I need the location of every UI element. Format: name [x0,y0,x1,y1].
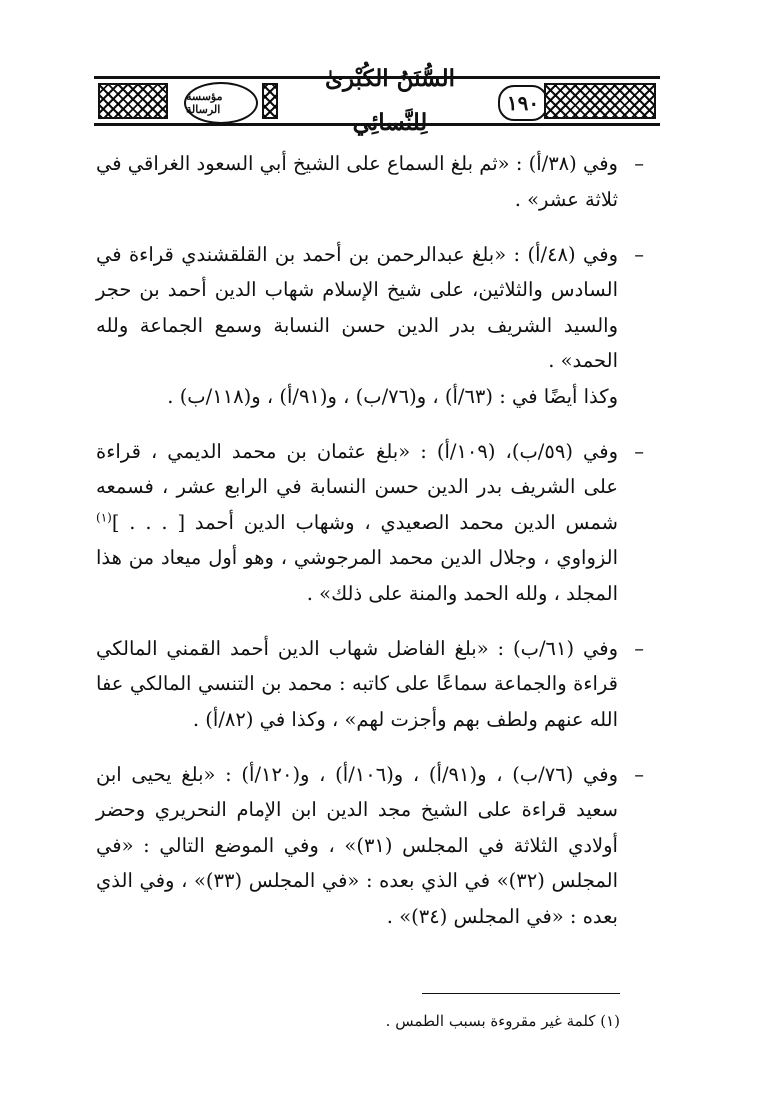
entry-extra-text: وكذا أيضًا في : (٦٣/أ) ، و(٧٦/ب) ، و(٩١/أ) ، و(١١٨/ب) . [167,384,618,408]
entry-4 [96,631,644,738]
page-number: ١٩٠ [498,85,548,121]
entry-text-part-1: وفي (٥٩/ب)، (١٠٩/أ) : «بلغ عثمان بن محمد الديمي ، قراءة على الشريف بدر الدين حسن النسابة في الرابع عشر ، فسمعه شمس الدين محمد الصعيدي ، وشهاب الدين أحمد [ . . . ] [96,439,618,534]
entry-3 [96,434,644,612]
entry-dash: – [634,242,644,266]
entry-dash: – [634,152,644,175]
entry-text-part-2: الزواوي ، وجلال الدين محمد المرجوشي ، وهو أول ميعاد من هذا المجلد ، ولله الحمد والمنة على ذلك» . [96,546,618,605]
publisher-seal [184,82,258,124]
entry-1 [96,146,644,217]
entry-text: وفي (٦١/ب) : «بلغ الفاضل شهاب الدين أحمد القمني المالكي قراءة والجماعة سماعًا على كاتبه : محمد بن التنسي المالكي عفا الله عنهم ولطف بهم وأجزت لهم» ، وكذا في (٨٢/أ) . [96,636,618,731]
entry-dash: – [634,762,644,786]
book-title: السُّنَنُ الكُبْرىٰ لِلنَّسائِي [324,65,456,136]
page-body [96,146,644,940]
header-ornament-right [544,83,656,119]
entry-5 [96,757,644,935]
header-ornament-middle [262,83,278,119]
entry-text: وفي (٤٨/أ) : «بلغ عبدالرحمن بن أحمد بن القلقشندي قراءة في السادس والثلاثين، على شيخ الإسلام شهاب الدين أحمد بن حجر والسيد الشريف بدر الدين حسن النسابة وسمع الجماعة ولله الحمد» . [96,242,618,372]
footnote: (١) كلمة غير مقروءة بسبب الطمس . [385,1012,620,1030]
entry-text: وفي (٣٨/أ) : «ثم بلغ السماع على الشيخ أبي السعود الغراقي في ثلاثة عشر» . [96,152,618,211]
entry-dash: – [634,636,644,660]
footnote-divider [422,993,620,994]
page-header [94,65,660,136]
header-ornament-left [98,83,168,119]
entry-text: وفي (٧٦/ب) ، و(٩١/أ) ، و(١٠٦/أ) ، و(١٢٠/أ) : «بلغ يحيى ابن سعيد قراءة على الشيخ مجد الدين ابن الإمام النحريري وحضر أولادي الثلاثة في المجلس (٣١)» ، وفي الموضع التالي : «في المجلس (٣٢)» في الذي بعده : «في المجلس (٣٣)» ، وفي الذي بعده : «في المجلس (٣٤)» . [96,762,618,928]
footnote-reference: (١) [96,510,112,524]
entry-dash: – [634,439,644,463]
entry-2 [96,237,644,415]
seal-text: مؤسسة الرسالة [186,90,223,116]
